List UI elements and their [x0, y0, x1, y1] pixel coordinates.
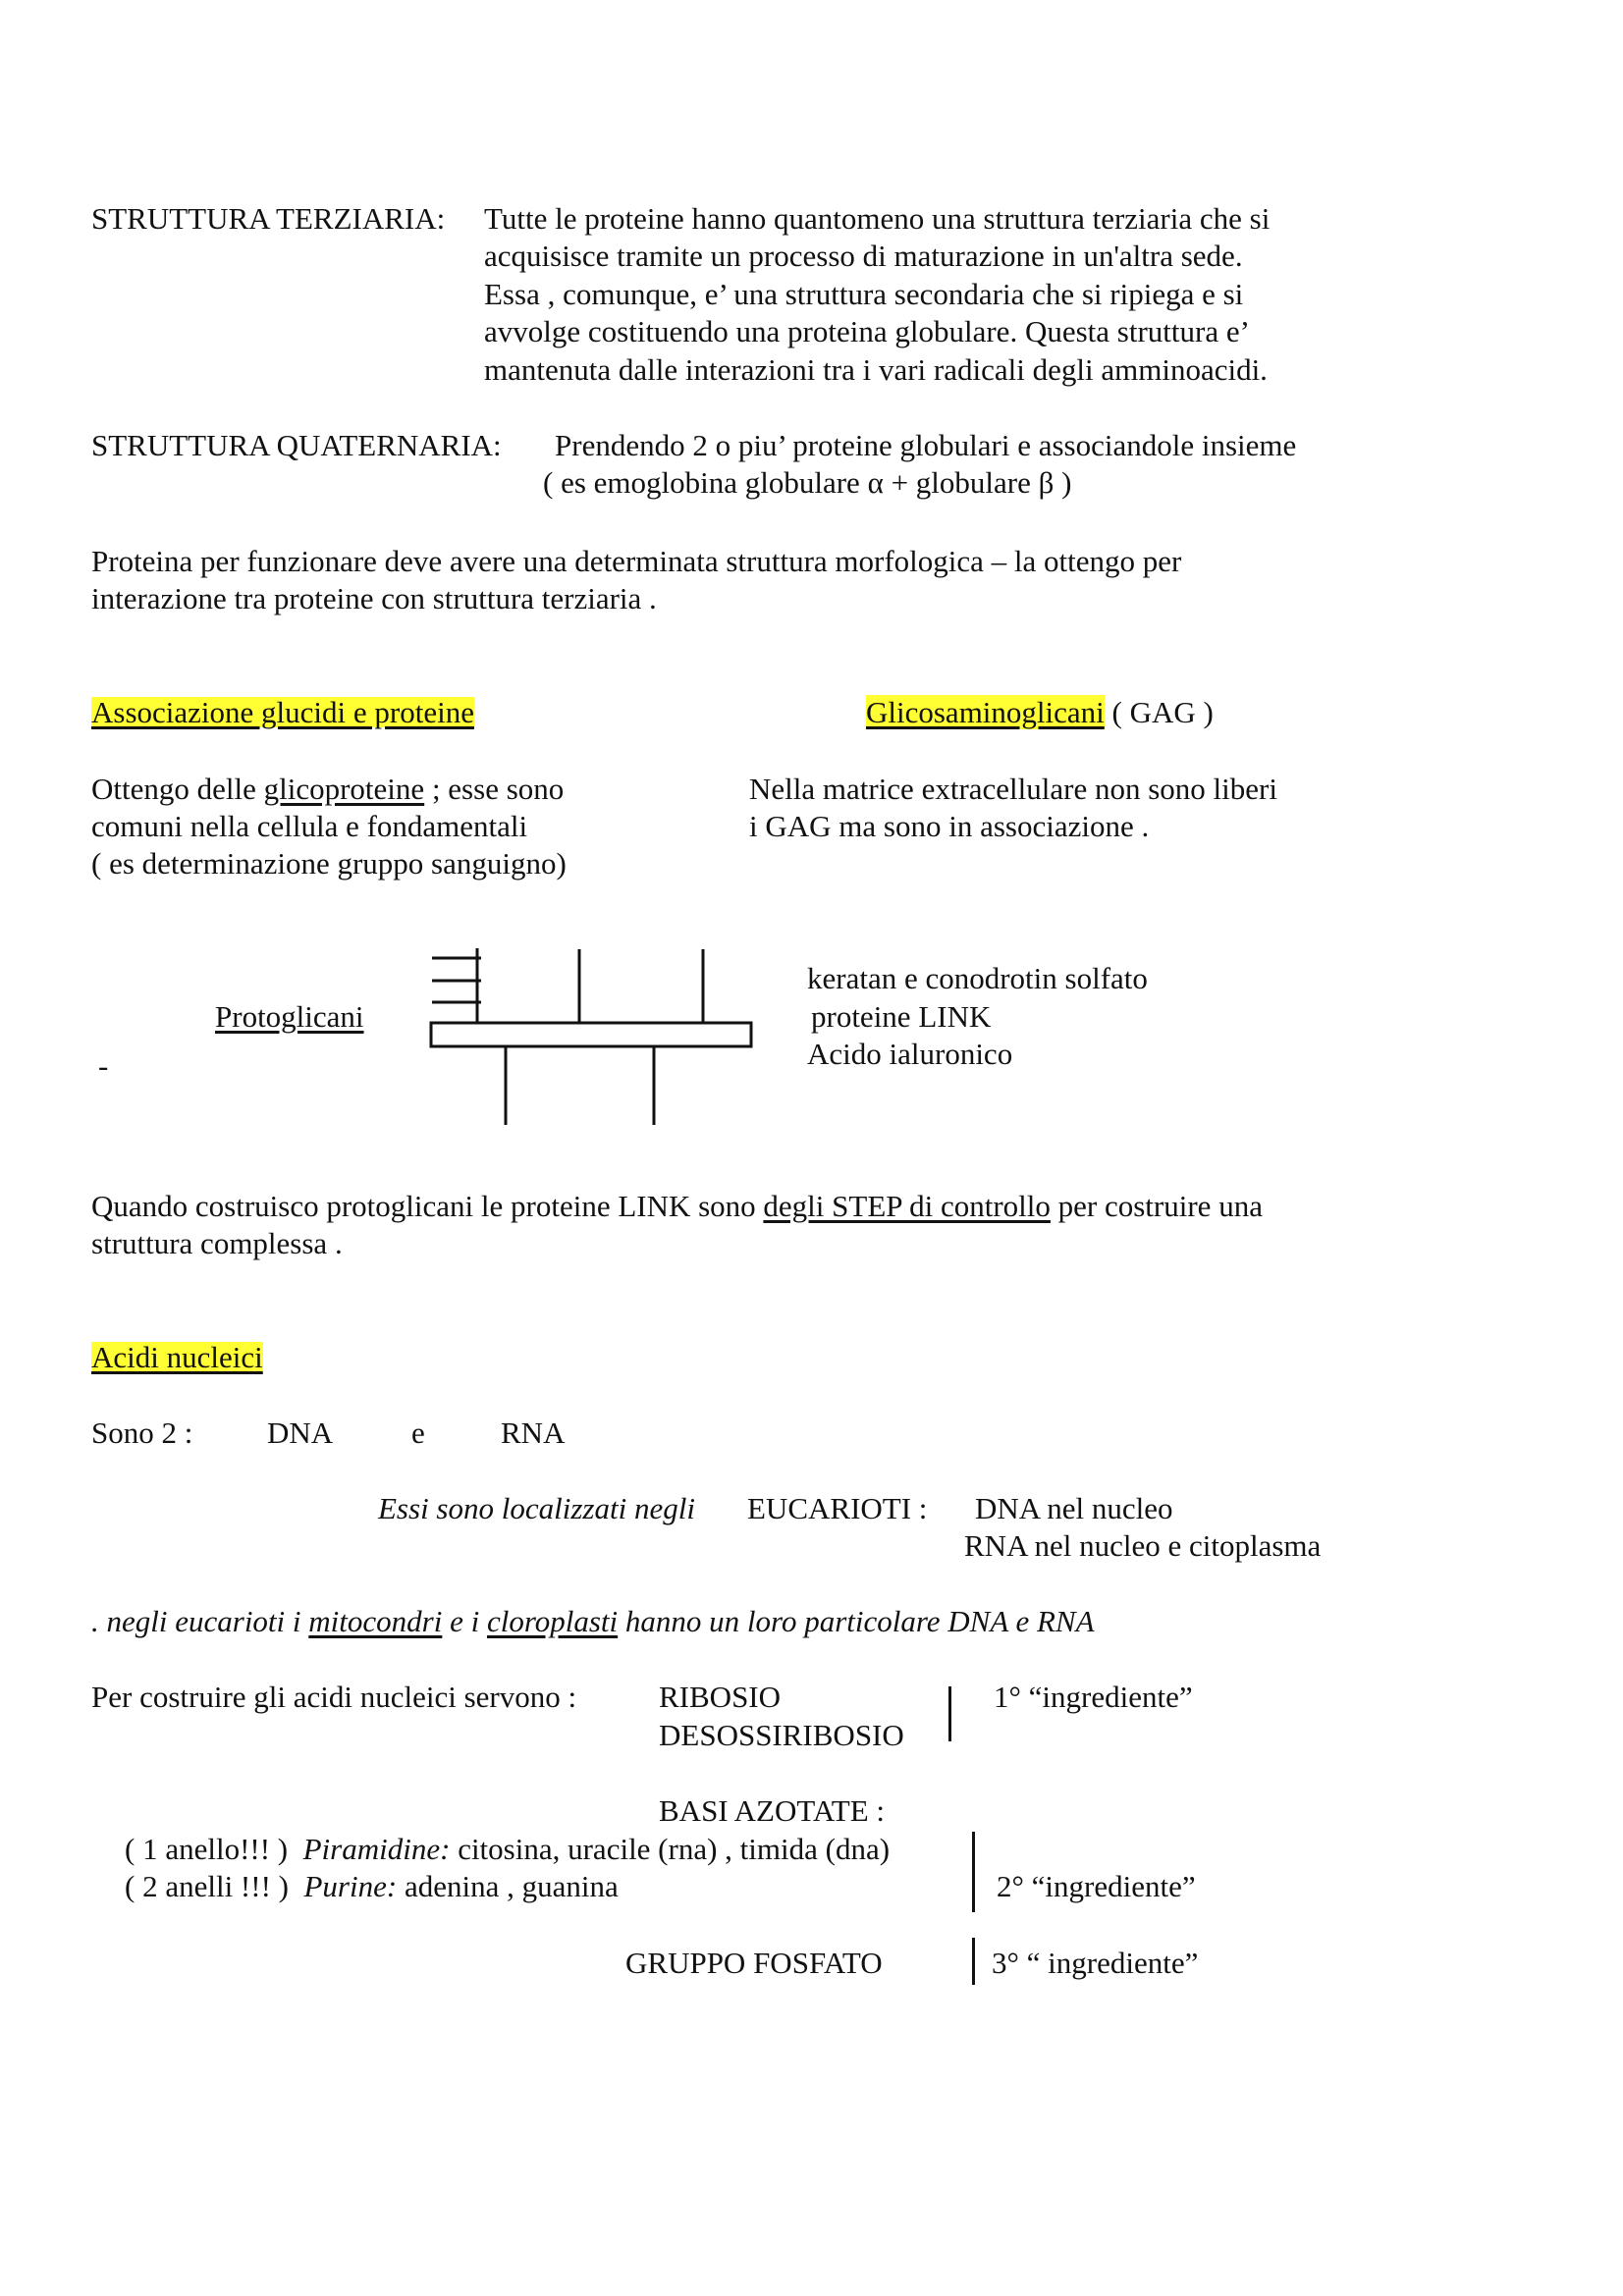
- association-line-2: comuni nella cellula e fondamentali: [91, 809, 528, 843]
- gag-heading: Glicosaminoglicani ( GAG ): [866, 695, 1214, 729]
- bracket-line-1: [948, 1686, 951, 1741]
- basi-azotate: BASI AZOTATE :: [659, 1793, 886, 1828]
- link-note-line-1: Quando costruisco protoglicani le proteine LINK sono degli STEP di controllo per costruire una: [91, 1189, 1263, 1223]
- morphology-line-1: Proteina per funzionare deve avere una determinata struttura morfologica – la ottengo per: [91, 544, 1182, 578]
- gruppo-fosfato: GRUPPO FOSFATO: [625, 1946, 883, 1980]
- dash-marker: -: [98, 1048, 109, 1083]
- legend-ialuronico: Acido ialuronico: [807, 1037, 1013, 1071]
- association-line-3: ( es determinazione gruppo sanguigno): [91, 846, 567, 881]
- tertiary-label: STRUTTURA TERZIARIA:: [91, 201, 446, 236]
- bracket-line-2: [972, 1832, 975, 1912]
- ribosio: RIBOSIO: [659, 1680, 782, 1714]
- localized-italic: Essi sono localizzati negli: [378, 1491, 695, 1525]
- bracket-line-3: [972, 1938, 975, 1985]
- link-note-line-2: struttura complessa .: [91, 1226, 343, 1260]
- legend-keratan: keratan e conodrotin solfato: [807, 961, 1148, 995]
- dna-label: DNA: [267, 1415, 334, 1450]
- tertiary-line-3: Essa , comunque, e’ una struttura secondaria che si ripiega e si: [484, 277, 1244, 311]
- purine-line: ( 2 anelli !!! ) Purine: adenina , guanina: [125, 1869, 619, 1903]
- gag-line-2: i GAG ma sono in associazione .: [749, 809, 1150, 843]
- association-heading: Associazione glucidi e proteine: [91, 695, 474, 729]
- dna-location: DNA nel nucleo: [975, 1491, 1173, 1525]
- quaternary-label: STRUTTURA QUATERNARIA:: [91, 428, 502, 462]
- eucarioti-label: EUCARIOTI :: [747, 1491, 928, 1525]
- ingredients-intro: Per costruire gli acidi nucleici servono :: [91, 1680, 577, 1714]
- rna-label: RNA: [501, 1415, 566, 1450]
- protoglicani-label: Protoglicani: [215, 999, 364, 1034]
- nucleic-heading: Acidi nucleici: [91, 1340, 263, 1374]
- step-controllo-term: degli STEP di controllo: [763, 1189, 1051, 1223]
- morphology-line-2: interazione tra proteine con struttura terziaria .: [91, 581, 657, 615]
- glicoproteine-term: glicoproteine: [263, 772, 425, 806]
- sono-2: Sono 2 :: [91, 1415, 193, 1450]
- legend-link: proteine LINK: [811, 999, 992, 1034]
- tertiary-line-1: Tutte le proteine hanno quantomeno una struttura terziaria che si: [484, 201, 1271, 236]
- gag-line-1: Nella matrice extracellulare non sono liberi: [749, 772, 1277, 806]
- pirimidine-line: ( 1 anello!!! ) Piramidine: citosina, uracile (rna) , timida (dna): [125, 1832, 891, 1866]
- second-ingredient: 2° “ingrediente”: [997, 1869, 1196, 1903]
- tertiary-line-2: acquisisce tramite un processo di maturazione in un'altra sede.: [484, 239, 1243, 273]
- and-label: e: [411, 1415, 425, 1450]
- rna-location: RNA nel nucleo e citoplasma: [964, 1528, 1322, 1563]
- third-ingredient: 3° “ ingrediente”: [992, 1946, 1199, 1980]
- first-ingredient: 1° “ingrediente”: [994, 1680, 1193, 1714]
- tertiary-line-4: avvolge costituendo una proteina globulare. Questa struttura e’: [484, 314, 1250, 348]
- quaternary-line-2: ( es emoglobina globulare α + globulare β ): [543, 465, 1072, 500]
- desossiribosio: DESOSSIRIBOSIO: [659, 1718, 904, 1752]
- quaternary-line-1: Prendendo 2 o piu’ proteine globulari e associandole insieme: [555, 428, 1297, 462]
- tertiary-line-5: mantenuta dalle interazioni tra i vari radicali degli amminoacidi.: [484, 352, 1268, 387]
- organelles-line: . negli eucarioti i mitocondri e i cloroplasti hanno un loro particolare DNA e RNA: [91, 1604, 1095, 1638]
- association-line-1: Ottengo delle glicoproteine ; esse sono: [91, 772, 565, 806]
- hyaluronic-axis: [431, 1023, 751, 1046]
